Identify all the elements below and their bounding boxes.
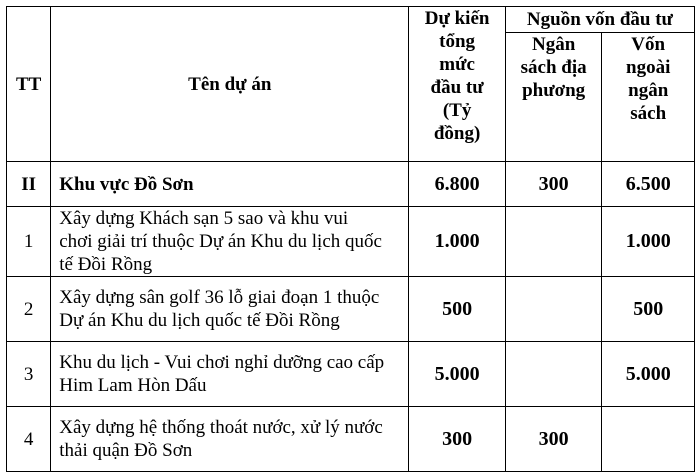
table-row (7, 277, 695, 342)
row-total: 500 (409, 277, 506, 342)
row-project-name (51, 207, 409, 277)
table-row (7, 207, 695, 277)
row-total: 5.000 (409, 342, 506, 407)
row-tt: 2 (7, 277, 51, 342)
section-row (7, 162, 695, 207)
row-name-line: tế Đồi Rồng (59, 254, 153, 275)
header-local-line: phương (522, 80, 586, 101)
table-row (7, 342, 695, 407)
row-name-line: chơi giải trí thuộc Dự án Khu du lịch quốc (59, 231, 382, 252)
header-non-budget (602, 33, 695, 162)
row-name-line: Xây dựng hệ thống thoát nước, xử lý nước (59, 417, 383, 438)
header-project-name: Tên dự án (51, 7, 409, 162)
header-other-line: ngoài (626, 57, 671, 78)
row-local: 300 (505, 407, 602, 472)
row-local (505, 207, 602, 277)
row-local (505, 277, 602, 342)
row-local (505, 342, 602, 407)
header-total-line: mức (439, 54, 475, 75)
row-name-line: thải quận Đồ Sơn (59, 440, 193, 461)
row-tt: 4 (7, 407, 51, 472)
header-tt: TT (7, 7, 51, 162)
row-tt: 1 (7, 207, 51, 277)
section-local: 300 (505, 162, 602, 207)
row-other: 5.000 (602, 342, 695, 407)
header-funding-source: Nguồn vốn đầu tư (505, 7, 694, 33)
header-total-line: (Tỷ (442, 100, 472, 121)
row-other: 500 (602, 277, 695, 342)
header-total-investment (409, 7, 506, 162)
row-total: 300 (409, 407, 506, 472)
section-other: 6.500 (602, 162, 695, 207)
header-total-line: đầu tư (430, 77, 484, 98)
section-total: 6.800 (409, 162, 506, 207)
header-total-line: Dự kiến (424, 8, 490, 29)
section-name: Khu vực Đồ Sơn (51, 162, 409, 207)
row-name-line: Khu du lịch - Vui chơi nghỉ dưỡng cao cấp (59, 352, 385, 373)
header-other-line: Vốn (631, 34, 666, 55)
row-other (602, 407, 695, 472)
section-tt: II (7, 162, 51, 207)
row-project-name (51, 342, 409, 407)
row-name-line: Him Lam Hòn Dấu (59, 375, 207, 396)
row-project-name (51, 407, 409, 472)
row-tt: 3 (7, 342, 51, 407)
investment-projects-table (6, 6, 695, 472)
header-local-line: Ngân (531, 34, 576, 55)
row-name-line: Xây dựng sân golf 36 lỗ giai đoạn 1 thuộc (59, 287, 380, 308)
header-local-line: sách địa (520, 57, 587, 78)
row-name-line: Xây dựng Khách sạn 5 sao và khu vui (59, 208, 349, 229)
header-other-line: sách (630, 103, 667, 124)
table-row (7, 407, 695, 472)
header-other-line: ngân (628, 80, 669, 101)
header-total-line: tổng (439, 31, 476, 52)
row-other: 1.000 (602, 207, 695, 277)
row-total: 1.000 (409, 207, 506, 277)
header-local-budget (505, 33, 602, 162)
row-project-name (51, 277, 409, 342)
header-total-line: đồng) (433, 123, 481, 144)
row-name-line: Dự án Khu du lịch quốc tế Đồi Rồng (59, 310, 340, 331)
